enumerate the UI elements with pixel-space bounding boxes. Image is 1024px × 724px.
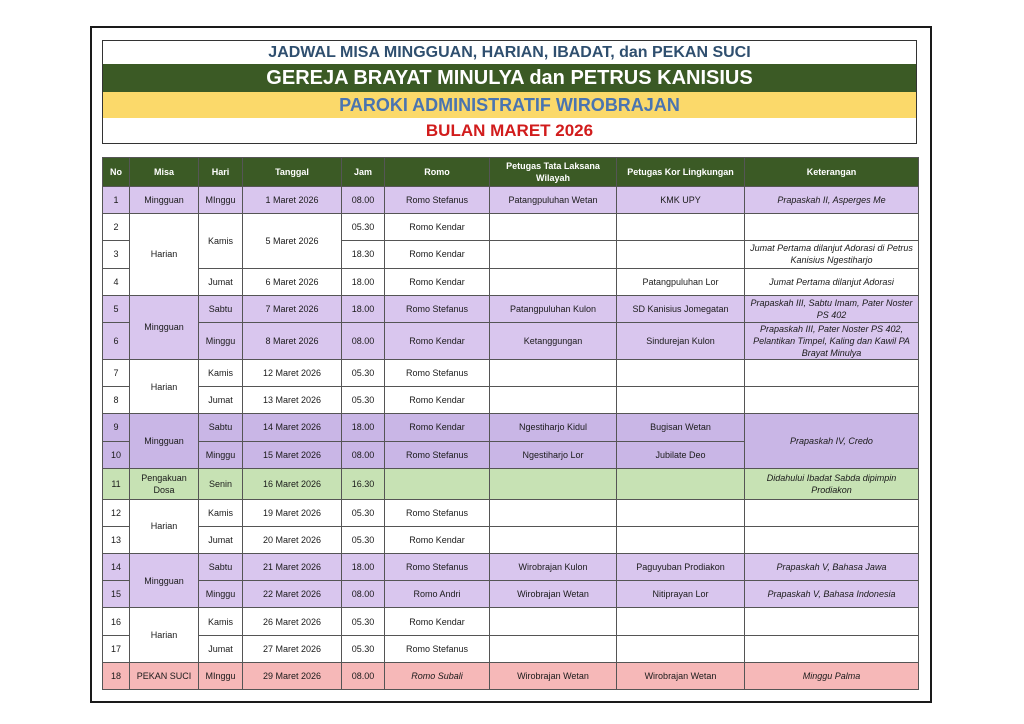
cell-hari: Jumat: [199, 526, 243, 553]
cell-no: 4: [103, 268, 130, 295]
cell-jam: 05.30: [342, 608, 385, 635]
cell-kor: [617, 499, 745, 526]
church-name-banner: GEREJA BRAYAT MINULYA dan PETRUS KANISIUS: [102, 64, 917, 92]
cell-romo: Romo Kendar: [385, 322, 490, 359]
cell-kor: Nitiprayan Lor: [617, 581, 745, 608]
cell-tanggal: 5 Maret 2026: [243, 214, 342, 268]
cell-kor: [617, 526, 745, 553]
table-row: [103, 268, 919, 295]
cell-romo: Romo Stefanus: [385, 499, 490, 526]
cell-kor: [617, 241, 745, 268]
cell-kor: [617, 468, 745, 499]
cell-keterangan: [745, 526, 919, 553]
cell-no: 17: [103, 635, 130, 662]
table-row: [103, 554, 919, 581]
schedule-table: [102, 157, 919, 690]
cell-misa: Harian: [130, 608, 199, 662]
table-row: [103, 322, 919, 359]
cell-tata-laksana: [490, 387, 617, 414]
cell-jam: 05.30: [342, 387, 385, 414]
cell-romo: Romo Stefanus: [385, 295, 490, 322]
cell-jam: 05.30: [342, 214, 385, 241]
cell-misa: Harian: [130, 499, 199, 553]
cell-romo: Romo Kendar: [385, 414, 490, 441]
cell-tata-laksana: [490, 268, 617, 295]
table-row: [103, 499, 919, 526]
cell-tanggal: 20 Maret 2026: [243, 526, 342, 553]
cell-keterangan: Jumat Pertama dilanjut Adorasi di Petrus Kanisius Ngestiharjo: [745, 241, 919, 268]
cell-tanggal: 19 Maret 2026: [243, 499, 342, 526]
cell-tanggal: 6 Maret 2026: [243, 268, 342, 295]
cell-tata-laksana: [490, 526, 617, 553]
table-row: [103, 387, 919, 414]
cell-hari: Kamis: [199, 214, 243, 268]
cell-tanggal: 22 Maret 2026: [243, 581, 342, 608]
cell-hari: Kamis: [199, 608, 243, 635]
table-row: [103, 608, 919, 635]
cell-misa: Pengakuan Dosa: [130, 468, 199, 499]
cell-kor: Bugisan Wetan: [617, 414, 745, 441]
cell-hari: Minggu: [199, 441, 243, 468]
cell-keterangan: [745, 499, 919, 526]
cell-hari: Minggu: [199, 322, 243, 359]
cell-jam: 05.30: [342, 359, 385, 386]
month-banner: BULAN MARET 2026: [102, 118, 917, 144]
col-header-kor: Petugas Kor Lingkungan: [617, 158, 745, 187]
col-header-jam: Jam: [342, 158, 385, 187]
col-header-no: No: [103, 158, 130, 187]
cell-hari: Sabtu: [199, 295, 243, 322]
cell-hari: Kamis: [199, 499, 243, 526]
col-header-romo: Romo: [385, 158, 490, 187]
cell-romo: Romo Stefanus: [385, 187, 490, 214]
cell-tanggal: 8 Maret 2026: [243, 322, 342, 359]
cell-romo: Romo Subali: [385, 662, 490, 689]
cell-romo: Romo Stefanus: [385, 359, 490, 386]
cell-misa: Mingguan: [130, 414, 199, 468]
cell-no: 16: [103, 608, 130, 635]
cell-hari: MInggu: [199, 662, 243, 689]
cell-tata-laksana: [490, 359, 617, 386]
cell-jam: 08.00: [342, 581, 385, 608]
cell-misa: Mingguan: [130, 295, 199, 359]
cell-kor: [617, 387, 745, 414]
cell-kor: Jubilate Deo: [617, 441, 745, 468]
cell-hari: Jumat: [199, 387, 243, 414]
cell-keterangan: Minggu Palma: [745, 662, 919, 689]
cell-tata-laksana: Ngestiharjo Kidul: [490, 414, 617, 441]
cell-tata-laksana: [490, 241, 617, 268]
cell-no: 9: [103, 414, 130, 441]
cell-misa: Mingguan: [130, 554, 199, 608]
table-row: [103, 187, 919, 214]
cell-no: 6: [103, 322, 130, 359]
cell-tata-laksana: [490, 468, 617, 499]
cell-kor: Wirobrajan Wetan: [617, 662, 745, 689]
cell-tata-laksana: [490, 608, 617, 635]
cell-kor: Paguyuban Prodiakon: [617, 554, 745, 581]
cell-tanggal: 12 Maret 2026: [243, 359, 342, 386]
table-row: [103, 359, 919, 386]
cell-hari: Jumat: [199, 635, 243, 662]
cell-jam: 18.00: [342, 268, 385, 295]
cell-romo: Romo Kendar: [385, 214, 490, 241]
schedule-title: JADWAL MISA MINGGUAN, HARIAN, IBADAT, dan PEKAN SUCI: [102, 40, 917, 64]
table-row: [103, 662, 919, 689]
cell-romo: Romo Stefanus: [385, 554, 490, 581]
cell-keterangan: Prapaskah V, Bahasa Indonesia: [745, 581, 919, 608]
cell-no: 10: [103, 441, 130, 468]
cell-tata-laksana: Patangpuluhan Kulon: [490, 295, 617, 322]
cell-no: 18: [103, 662, 130, 689]
cell-romo: Romo Kendar: [385, 387, 490, 414]
cell-jam: 18.00: [342, 554, 385, 581]
col-header-misa: Misa: [130, 158, 199, 187]
cell-hari: Jumat: [199, 268, 243, 295]
table-row: [103, 214, 919, 241]
cell-no: 13: [103, 526, 130, 553]
cell-jam: 18.30: [342, 241, 385, 268]
cell-tanggal: 16 Maret 2026: [243, 468, 342, 499]
cell-no: 12: [103, 499, 130, 526]
col-header-keterangan: Keterangan: [745, 158, 919, 187]
table-row: [103, 526, 919, 553]
cell-tanggal: 14 Maret 2026: [243, 414, 342, 441]
cell-no: 5: [103, 295, 130, 322]
cell-jam: 08.00: [342, 441, 385, 468]
cell-no: 8: [103, 387, 130, 414]
cell-romo: [385, 468, 490, 499]
cell-tanggal: 15 Maret 2026: [243, 441, 342, 468]
cell-no: 7: [103, 359, 130, 386]
cell-hari: Sabtu: [199, 414, 243, 441]
table-row: [103, 581, 919, 608]
cell-no: 2: [103, 214, 130, 241]
cell-tata-laksana: Wirobrajan Wetan: [490, 581, 617, 608]
table-header-row: [103, 158, 919, 187]
cell-kor: [617, 635, 745, 662]
col-header-tanggal: Tanggal: [243, 158, 342, 187]
cell-tata-laksana: Ngestiharjo Lor: [490, 441, 617, 468]
table-row: [103, 635, 919, 662]
cell-kor: [617, 214, 745, 241]
cell-keterangan: Prapaskah II, Asperges Me: [745, 187, 919, 214]
cell-kor: KMK UPY: [617, 187, 745, 214]
cell-hari: MInggu: [199, 187, 243, 214]
cell-tanggal: 7 Maret 2026: [243, 295, 342, 322]
cell-no: 11: [103, 468, 130, 499]
cell-no: 14: [103, 554, 130, 581]
cell-tanggal: 21 Maret 2026: [243, 554, 342, 581]
cell-tanggal: 26 Maret 2026: [243, 608, 342, 635]
cell-jam: 08.00: [342, 662, 385, 689]
cell-misa: Harian: [130, 359, 199, 413]
cell-keterangan: Jumat Pertama dilanjut Adorasi: [745, 268, 919, 295]
cell-tata-laksana: [490, 214, 617, 241]
cell-keterangan: [745, 635, 919, 662]
cell-tanggal: 13 Maret 2026: [243, 387, 342, 414]
cell-keterangan: Prapaskah IV, Credo: [745, 414, 919, 468]
cell-romo: Romo Andri: [385, 581, 490, 608]
cell-tata-laksana: [490, 635, 617, 662]
cell-tata-laksana: [490, 499, 617, 526]
cell-tata-laksana: Wirobrajan Wetan: [490, 662, 617, 689]
cell-jam: 08.00: [342, 187, 385, 214]
cell-jam: 18.00: [342, 295, 385, 322]
cell-romo: Romo Stefanus: [385, 635, 490, 662]
cell-keterangan: [745, 359, 919, 386]
cell-jam: 05.30: [342, 635, 385, 662]
cell-jam: 08.00: [342, 322, 385, 359]
cell-romo: Romo Kendar: [385, 241, 490, 268]
cell-tanggal: 29 Maret 2026: [243, 662, 342, 689]
cell-jam: 16.30: [342, 468, 385, 499]
cell-keterangan: Prapaskah V, Bahasa Jawa: [745, 554, 919, 581]
cell-keterangan: [745, 387, 919, 414]
cell-kor: SD Kanisius Jomegatan: [617, 295, 745, 322]
cell-jam: 18.00: [342, 414, 385, 441]
parish-name-banner: PAROKI ADMINISTRATIF WIROBRAJAN: [102, 92, 917, 118]
cell-romo: Romo Kendar: [385, 526, 490, 553]
cell-no: 1: [103, 187, 130, 214]
cell-keterangan: Prapaskah III, Sabtu Imam, Pater Noster PS 402: [745, 295, 919, 322]
cell-keterangan: [745, 214, 919, 241]
cell-hari: Senin: [199, 468, 243, 499]
cell-tata-laksana: Wirobrajan Kulon: [490, 554, 617, 581]
table-row: [103, 414, 919, 441]
cell-tata-laksana: Ketanggungan: [490, 322, 617, 359]
table-row: [103, 295, 919, 322]
cell-hari: Kamis: [199, 359, 243, 386]
cell-jam: 05.30: [342, 499, 385, 526]
cell-tanggal: 1 Maret 2026: [243, 187, 342, 214]
cell-romo: Romo Kendar: [385, 608, 490, 635]
table-row: [103, 468, 919, 499]
cell-romo: Romo Kendar: [385, 268, 490, 295]
cell-misa: Mingguan: [130, 187, 199, 214]
cell-keterangan: Prapaskah III, Pater Noster PS 402, Pelantikan Timpel, Kaling dan Kawil PA Brayat Minulya: [745, 322, 919, 359]
cell-hari: Sabtu: [199, 554, 243, 581]
col-header-tata-laksana: Petugas Tata Laksana Wilayah: [490, 158, 617, 187]
cell-misa: Harian: [130, 214, 199, 296]
cell-keterangan: [745, 608, 919, 635]
cell-no: 15: [103, 581, 130, 608]
cell-jam: 05.30: [342, 526, 385, 553]
cell-kor: [617, 359, 745, 386]
cell-kor: [617, 608, 745, 635]
cell-hari: Minggu: [199, 581, 243, 608]
cell-tanggal: 27 Maret 2026: [243, 635, 342, 662]
cell-misa: PEKAN SUCI: [130, 662, 199, 689]
cell-no: 3: [103, 241, 130, 268]
col-header-hari: Hari: [199, 158, 243, 187]
cell-kor: Sindurejan Kulon: [617, 322, 745, 359]
cell-romo: Romo Stefanus: [385, 441, 490, 468]
cell-tata-laksana: Patangpuluhan Wetan: [490, 187, 617, 214]
cell-keterangan: Didahului Ibadat Sabda dipimpin Prodiakon: [745, 468, 919, 499]
cell-kor: Patangpuluhan Lor: [617, 268, 745, 295]
